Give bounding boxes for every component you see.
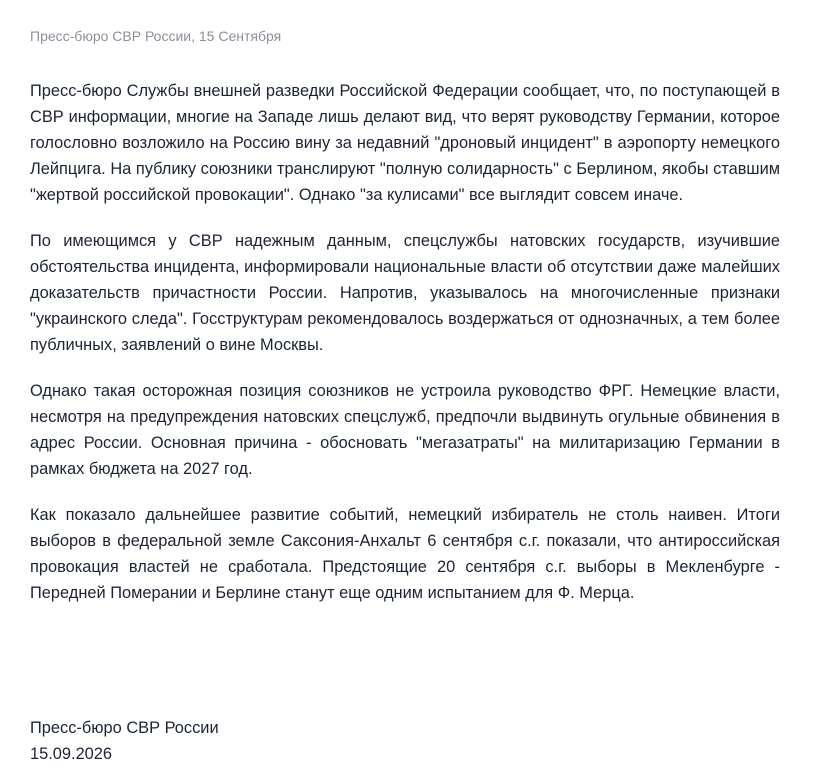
paragraph-1: Пресс-бюро Службы внешней разведки Российской Федерации сообщает, что, по поступающей в СВР информации, многие на Западе лишь делают вид, что верят руководству Германии, которое голословно возложило на Россию вину за недавний "дроновый инцидент" в аэропорту немецкого Лейпцига. На публику союзники транслируют "полную солидарность" с Берлином, якобы ставшим "жертвой российской провокации". Однако "за кулисами" все выглядит совсем иначе.	[30, 82, 780, 204]
paragraph-2: По имеющимся у СВР надежным данным, спецслужбы натовских государств, изучившие обстоятельства инцидента, информировали национальные власти об отсутствии даже малейших доказательств причастности России. Напротив, указывалось на многочисленные признаки "украинского следа". Госструктурам рекомендовалось воздержаться от однозначных, а тем более публичных, заявлений о вине Москвы.	[30, 232, 780, 354]
paragraph-4: Как показало дальнейшее развитие событий, немецкий избиратель не столь наивен. Итоги выборов в федеральной земле Саксония-Анхальт 6 сентября с.г. показали, что антироссийская провокация властей не сработала. Предстоящие 20 сентября с.г. выборы в Мекленбурге - Передней Померании и Берлине станут еще одним испытанием для Ф. Мерца.	[30, 506, 780, 602]
byline: Пресс-бюро СВР России, 15 Сентября	[30, 28, 282, 44]
paragraph-3: Однако такая осторожная позиция союзников не устроила руководство ФРГ. Немецкие власти, несмотря на предупреждения натовских спецслужб, предпочли выдвинуть огульные обвинения в адрес России. Основная причина - обосновать "мегазатраты" на милитаризацию Германии в рамках бюджета на 2027 год.	[30, 382, 780, 478]
article-body	[30, 78, 780, 626]
signature-org: Пресс-бюро СВР России	[30, 719, 219, 737]
signature-date: 15.09.2026	[30, 745, 113, 763]
signature-block	[30, 715, 219, 767]
